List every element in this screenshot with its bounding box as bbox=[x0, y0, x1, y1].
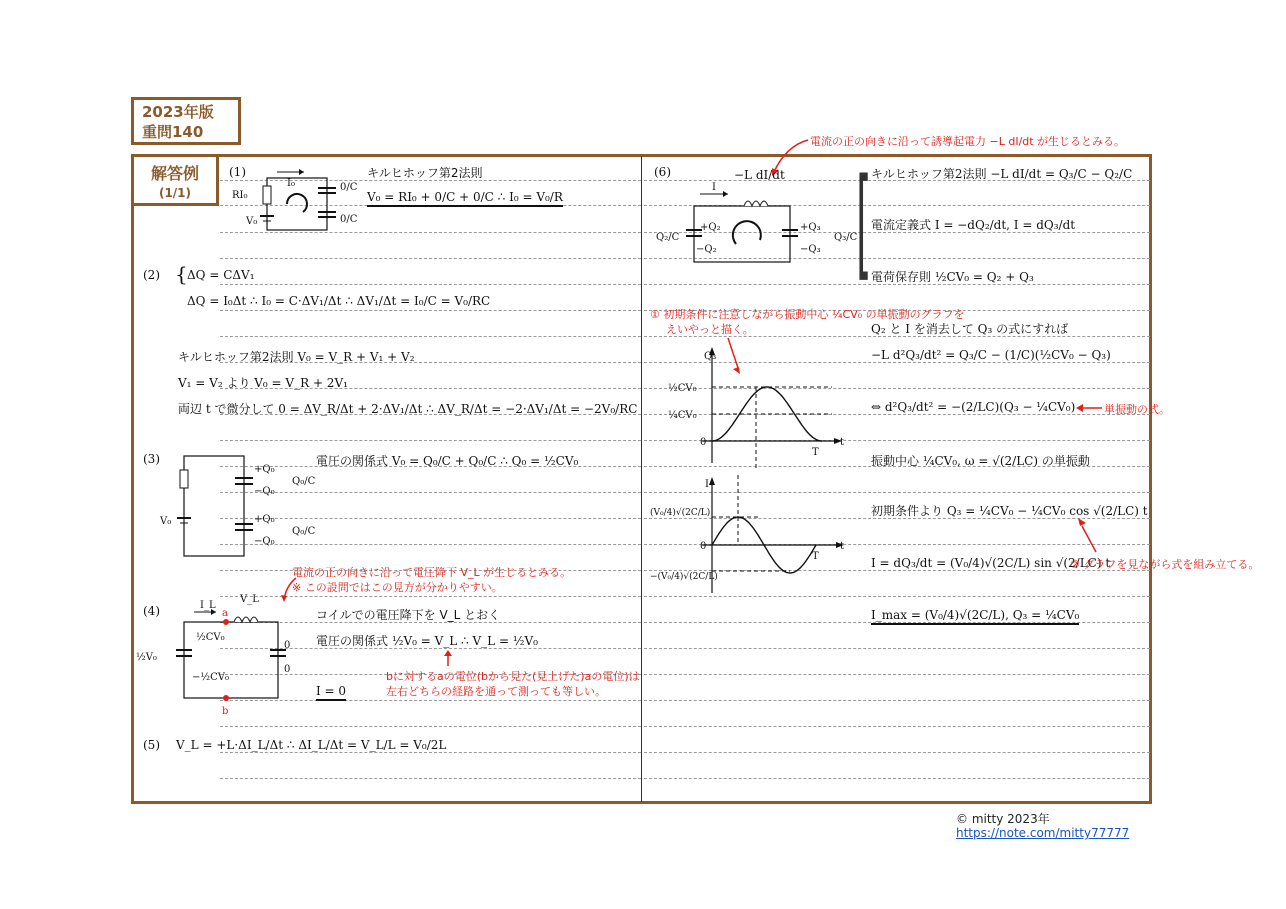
c4-half-v0: ½V₀ bbox=[136, 652, 157, 663]
p6-shm-note: 単振動の式。 bbox=[1104, 403, 1170, 416]
g1-ylabel: Q₃ bbox=[704, 351, 717, 362]
c4-half-cv0: ½CV₀ bbox=[196, 632, 225, 643]
graph-q3 bbox=[662, 345, 845, 470]
label-zero-c-top: 0/C bbox=[340, 182, 358, 193]
p6-top-note: 電流の正の向きに沿って誘導起電力 −L dI/dt が生じるとみる。 bbox=[810, 135, 1126, 148]
author-link[interactable]: https://note.com/mitty77777 bbox=[956, 826, 1130, 840]
rule-line bbox=[644, 726, 1150, 727]
g1-tick-half: ½CV₀ bbox=[668, 383, 697, 394]
p4-line2: 電圧の関係式 ½V₀ = V_L ∴ V_L = ½V₀ bbox=[316, 634, 538, 648]
c4-neg-half-cv0: −½CV₀ bbox=[192, 672, 229, 683]
problem-2-number: (2) bbox=[143, 268, 160, 282]
g2-zero: 0 bbox=[700, 541, 707, 552]
kirchhoff-line3: 両辺 t で微分して 0 = ΔV_R/Δt + 2·ΔV₁/Δt ∴ ΔV_R/Δt = −2·ΔV₁/Δt = −2V₀/RC bbox=[178, 402, 638, 416]
rule-line bbox=[220, 310, 641, 311]
problem-3-number: (3) bbox=[143, 452, 160, 466]
c6-i: I bbox=[712, 182, 716, 193]
c4-zero-bottom: 0 bbox=[284, 664, 291, 675]
label-ri0: RI₀ bbox=[232, 190, 248, 201]
g2-tick-neg: −(V₀/4)√(2C/L) bbox=[650, 572, 718, 582]
circuit-6 bbox=[656, 180, 856, 270]
c6-q3c: Q₃/C bbox=[834, 232, 858, 243]
problem-5-number: (5) bbox=[143, 738, 160, 752]
g1-T: T bbox=[812, 447, 819, 458]
circuit-1 bbox=[232, 166, 362, 246]
rule-line bbox=[220, 336, 641, 337]
kirchhoff-line1: キルヒホッフ第2法則 V₀ = V_R + V₁ + V₂ bbox=[178, 350, 415, 364]
p3-equation: 電圧の関係式 V₀ = Q₀/C + Q₀/C ∴ Q₀ = ½CV₀ bbox=[316, 454, 579, 468]
c6-pq3: +Q₃ bbox=[800, 222, 821, 233]
graph-i bbox=[650, 475, 845, 595]
c6-mq3: −Q₃ bbox=[800, 244, 821, 255]
rule-line bbox=[220, 778, 641, 779]
p6-current-def: 電流定義式 I = −dQ₂/dt, I = dQ₃/dt bbox=[871, 218, 1076, 232]
p4-line1: コイルでの電圧降下を V_L とおく bbox=[316, 608, 501, 622]
g2-T: T bbox=[812, 551, 819, 562]
c3-q0c-bottom: Q₀/C bbox=[292, 526, 316, 537]
c3-v0: V₀ bbox=[160, 516, 172, 527]
copyright: © mitty 2023年 bbox=[956, 812, 1050, 826]
c3-mq0-top: −Q₀ bbox=[254, 486, 275, 497]
c6-mq2: −Q₂ bbox=[696, 244, 717, 255]
c3-pq0-top: +Q₀ bbox=[254, 464, 275, 475]
p4-note-1: 電流の正の向きに沿って電圧降下 V_L が生じるとみる。 bbox=[292, 566, 572, 579]
rule-line bbox=[644, 752, 1150, 753]
p4-note-3: bに対するaの電位(bから見た(見上げた)aの電位)は bbox=[386, 670, 640, 683]
p6-max bbox=[871, 608, 1079, 622]
answer-page: (1/1) bbox=[158, 186, 192, 200]
kirchhoff-line2: V₁ = V₂ より V₀ = V_R + 2V₁ bbox=[178, 376, 348, 390]
p6-kirchhoff: キルヒホッフ第2法則 −L dI/dt = Q₃/C − Q₂/C bbox=[871, 167, 1133, 181]
p6-eq-a: −L d²Q₃/dt² = Q₃/C − (1/C)(½CV₀ − Q₃) bbox=[871, 348, 1111, 362]
c3-pq0-bottom: +Q₀ bbox=[254, 514, 275, 525]
rule-line bbox=[220, 440, 641, 441]
c4-vl: V_L bbox=[240, 594, 259, 605]
p1-equation bbox=[367, 190, 563, 204]
p4-note-2: ※ この設問ではこの見方が分かりやすい。 bbox=[292, 581, 503, 594]
rule-line bbox=[220, 752, 641, 753]
p5-equation: V_L = +L·ΔI_L/Δt ∴ ΔI_L/Δt = V_L/L = V₀/2L bbox=[176, 738, 447, 752]
rule-line bbox=[644, 700, 1150, 701]
p6-eq-b: ⇔ d²Q₃/dt² = −(2/LC)(Q₃ − ¼CV₀) bbox=[871, 400, 1076, 414]
brace-6: [ bbox=[856, 156, 872, 294]
answer-label bbox=[131, 154, 219, 206]
rule-line bbox=[220, 726, 641, 727]
c4-a: a bbox=[222, 608, 228, 619]
p6-max-text: I_max = (V₀/4)√(2C/L), Q₃ = ¼CV₀ bbox=[871, 608, 1079, 625]
c4-zero-top: 0 bbox=[284, 640, 291, 651]
problem-6-number: (6) bbox=[654, 165, 671, 179]
g1-zero: 0 bbox=[700, 437, 707, 448]
problem-1-number: (1) bbox=[229, 165, 246, 179]
p2-eq2: ΔQ = I₀Δt ∴ I₀ = C·ΔV₁/Δt ∴ ΔV₁/Δt = I₀/C = V₀/RC bbox=[187, 294, 491, 308]
rule-line bbox=[644, 596, 1150, 597]
c3-mq0-bottom: −Q₀ bbox=[254, 536, 275, 547]
edition-problem: 重問140 bbox=[142, 123, 204, 141]
p1-eq-text: V₀ = RI₀ + 0/C + 0/C ∴ I₀ = V₀/R bbox=[367, 190, 563, 207]
p4-line3 bbox=[316, 684, 346, 698]
p6-note-1: ① 初期条件に注意しながら振動中心 ¼CV₀ の単振動のグラフを bbox=[650, 308, 965, 321]
g2-tick-pos: (V₀/4)√(2C/L) bbox=[650, 508, 711, 518]
g1-xlabel: t bbox=[840, 437, 845, 448]
edition-badge bbox=[131, 97, 241, 145]
p6-eliminate: Q₂ と I を消去して Q₃ の式にすれば bbox=[871, 322, 1069, 336]
c3-q0c-top: Q₀/C bbox=[292, 476, 316, 487]
p6-init: 初期条件より Q₃ = ¼CV₀ − ¼CV₀ cos √(2/LC) t bbox=[871, 504, 1148, 518]
p6-center: 振動中心 ¼CV₀, ω = √(2/LC) の単振動 bbox=[871, 454, 1090, 468]
column-divider bbox=[641, 156, 642, 802]
arrow-shm bbox=[1074, 402, 1104, 414]
p6-note-1b: えいやっと描く。 bbox=[666, 323, 754, 336]
circuit-3 bbox=[158, 452, 318, 562]
p6-emf: −L dI/dt bbox=[734, 168, 785, 182]
p1-law: キルヒホッフ第2法則 bbox=[367, 166, 483, 180]
rule-line bbox=[644, 674, 1150, 675]
label-zero-c-bottom: 0/C bbox=[340, 214, 358, 225]
circuit-4 bbox=[136, 588, 306, 718]
c4-il: I_L bbox=[200, 600, 216, 611]
c4-b: b bbox=[222, 706, 229, 717]
arrow-p4-potential bbox=[442, 650, 454, 668]
brace-2: { bbox=[175, 262, 188, 286]
g1-tick-quarter: ¼CV₀ bbox=[668, 410, 697, 421]
label-i0: I₀ bbox=[287, 178, 295, 189]
rule-line bbox=[644, 648, 1150, 649]
p4-i-zero: I = 0 bbox=[316, 684, 346, 701]
p2-eq1: ΔQ = CΔV₁ bbox=[187, 268, 255, 282]
rule-line bbox=[644, 778, 1150, 779]
g2-ylabel: I bbox=[705, 479, 709, 490]
edition-year: 2023年版 bbox=[142, 103, 214, 121]
answer-title: 解答例 bbox=[150, 164, 199, 183]
p4-note-4: 左右どちらの経路を通って測っても等しい。 bbox=[386, 685, 606, 698]
label-v0: V₀ bbox=[246, 216, 258, 227]
p6-note-2: ② グラフを見ながら式を組み立てる。 bbox=[1070, 558, 1260, 571]
p6-conservation: 電荷保存則 ½CV₀ = Q₂ + Q₃ bbox=[871, 270, 1034, 284]
rule-line bbox=[220, 258, 641, 259]
problem-4-number: (4) bbox=[143, 604, 160, 618]
c6-q2c: Q₂/C bbox=[656, 232, 680, 243]
rule-line bbox=[220, 284, 641, 285]
p6-current-eq: I = dQ₃/dt = (V₀/4)√(2C/L) sin √(2/LC) t bbox=[871, 556, 1111, 570]
arrow-note-2 bbox=[1074, 518, 1100, 554]
c6-pq2: +Q₂ bbox=[700, 222, 721, 233]
g2-xlabel: t bbox=[840, 541, 845, 552]
